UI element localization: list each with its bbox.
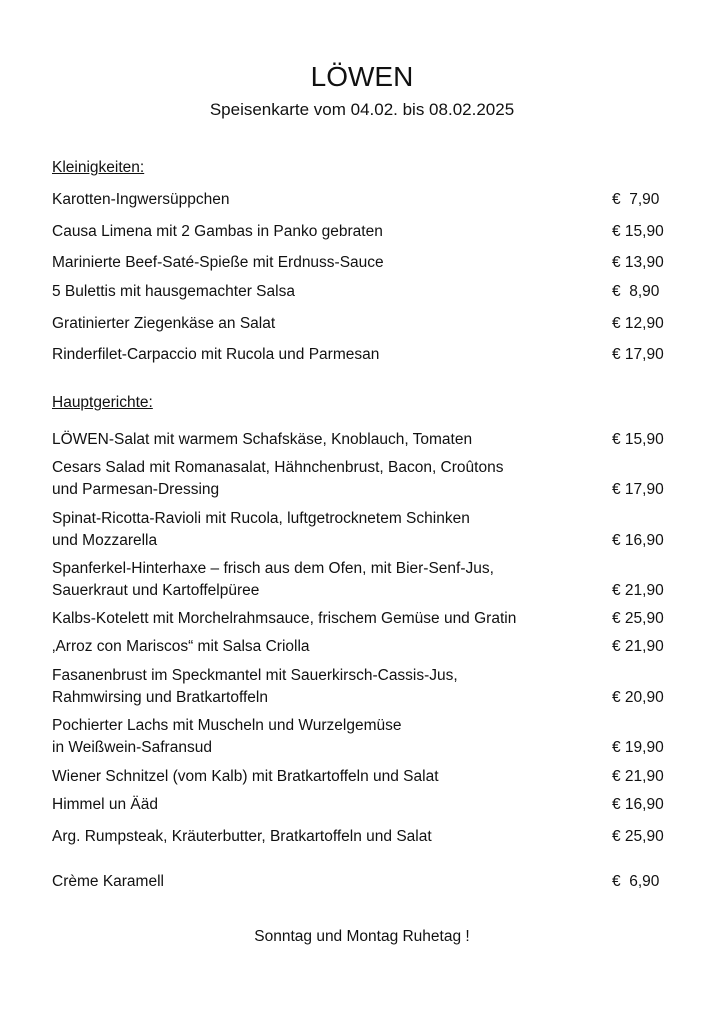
menu-item-price: € 21,90: [612, 768, 664, 785]
menu-item-price: € 15,90: [612, 431, 664, 448]
menu-item-name: Arg. Rumpsteak, Kräuterbutter, Bratkartoffeln und Salat: [52, 828, 432, 845]
menu-item-name: LÖWEN-Salat mit warmem Schafskäse, Knoblauch, Tomaten: [52, 431, 473, 448]
menu-item-name: Spanferkel-Hinterhaxe – frisch aus dem Ofen, mit Bier-Senf-Jus,: [52, 560, 494, 577]
menu-item-price: € 15,90: [612, 223, 664, 240]
menu-item-name: Spinat-Ricotta-Ravioli mit Rucola, luftgetrocknetem Schinken: [52, 510, 470, 527]
menu-item-price: € 7,90: [612, 191, 660, 208]
menu-item-name: 5 Bulettis mit hausgemachter Salsa: [52, 283, 295, 300]
menu-item-price: € 19,90: [612, 739, 664, 756]
section-heading-kleinigkeiten: Kleinigkeiten:: [52, 159, 145, 176]
menu-item-name-line2: Rahmwirsing und Bratkartoffeln: [52, 689, 268, 706]
menu-item-price: € 13,90: [612, 254, 664, 271]
menu-item-price: € 17,90: [612, 346, 664, 363]
menu-item-name: Fasanenbrust im Speckmantel mit Sauerkirsch-Cassis-Jus,: [52, 667, 458, 684]
menu-item-price: € 25,90: [612, 610, 664, 627]
menu-item-price: € 8,90: [612, 283, 660, 300]
menu-item-name: Causa Limena mit 2 Gambas in Panko gebraten: [52, 223, 383, 240]
menu-item-name: ‚Arroz con Mariscos“ mit Salsa Criolla: [52, 638, 310, 655]
menu-item-price: € 16,90: [612, 532, 664, 549]
dessert-name: Crème Karamell: [52, 873, 164, 890]
menu-item-name: Pochierter Lachs mit Muscheln und Wurzelgemüse: [52, 717, 402, 734]
menu-item-name-line2: und Mozzarella: [52, 532, 158, 549]
menu-item-name: Wiener Schnitzel (vom Kalb) mit Bratkartoffeln und Salat: [52, 768, 439, 785]
menu-item-price: € 17,90: [612, 481, 664, 498]
menu-item-price: € 21,90: [612, 638, 664, 655]
menu-item-price: € 25,90: [612, 828, 664, 845]
menu-item-name: Rinderfilet-Carpaccio mit Rucola und Parmesan: [52, 346, 380, 363]
menu-item-name: Kalbs-Kotelett mit Morchelrahmsauce, frischem Gemüse und Gratin: [52, 610, 517, 627]
menu-item-price: € 16,90: [612, 796, 664, 813]
menu-item-name-line2: in Weißwein-Safransud: [52, 739, 212, 756]
closing-days-note: Sonntag und Montag Ruhetag !: [254, 928, 470, 945]
menu-item-price: € 12,90: [612, 315, 664, 332]
menu-item-price: € 20,90: [612, 689, 664, 706]
menu-item-name: Himmel un Ääd: [52, 796, 158, 813]
menu-item-name: Karotten-Ingwersüppchen: [52, 191, 230, 208]
menu-item-name: Gratinierter Ziegenkäse an Salat: [52, 315, 276, 332]
menu-item-name: Cesars Salad mit Romanasalat, Hähnchenbrust, Bacon, Croûtons: [52, 459, 504, 476]
menu-subtitle: Speisenkarte vom 04.02. bis 08.02.2025: [209, 100, 515, 119]
restaurant-title: LÖWEN: [310, 61, 414, 92]
menu-item-name-line2: und Parmesan-Dressing: [52, 481, 220, 498]
menu-item-price: € 21,90: [612, 582, 664, 599]
section-heading-hauptgerichte: Hauptgerichte:: [52, 394, 153, 411]
dessert-price: € 6,90: [612, 873, 660, 890]
menu-item-name: Marinierte Beef-Saté-Spieße mit Erdnuss-Sauce: [52, 254, 384, 271]
menu-item-name-line2: Sauerkraut und Kartoffelpüree: [52, 582, 260, 599]
